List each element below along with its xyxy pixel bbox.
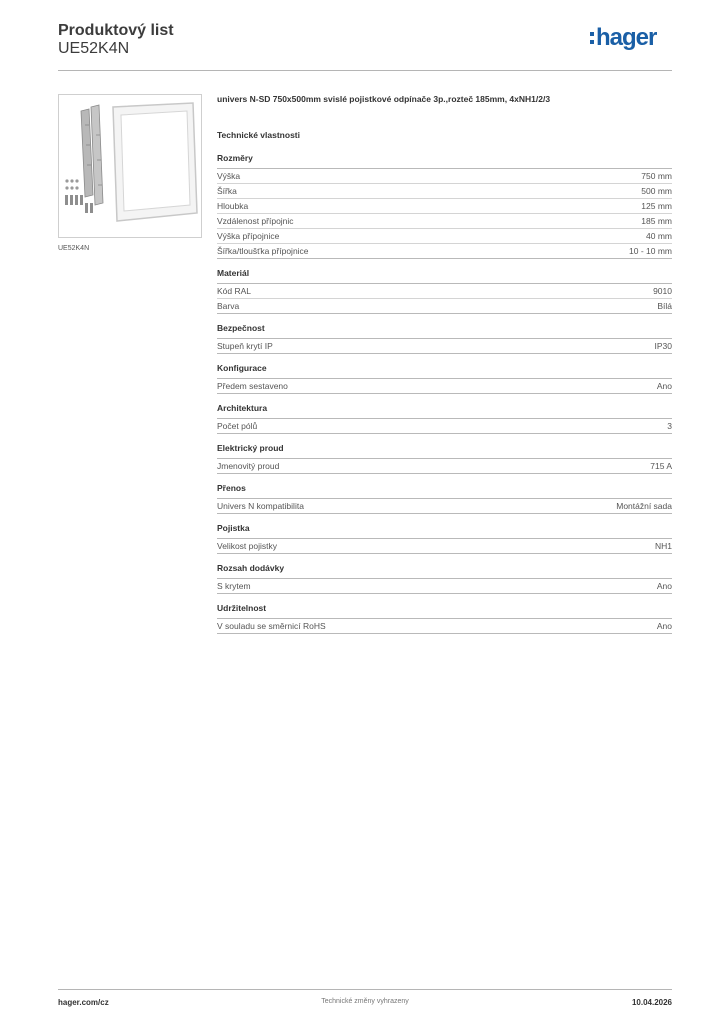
spec-row [217, 284, 672, 299]
spec-value: 715 A [650, 461, 672, 471]
spec-label: Šířka/tloušťka přípojnice [217, 246, 309, 256]
page-header [58, 20, 672, 71]
spec-label: Výška přípojnice [217, 231, 280, 241]
spec-row [217, 199, 672, 214]
spec-label: Šířka [217, 186, 237, 196]
spec-group-title: Konfigurace [217, 363, 672, 379]
spec-label: Kód RAL [217, 286, 252, 296]
spec-group-title: Rozsah dodávky [217, 563, 672, 579]
spec-value: Bílá [657, 301, 672, 311]
spec-row [217, 619, 672, 634]
spec-group-title: Rozměry [217, 153, 672, 169]
spec-label: Univers N kompatibilita [217, 501, 304, 511]
spec-row [217, 459, 672, 474]
spec-label: Předem sestaveno [217, 381, 288, 391]
spec-group-rows [217, 419, 672, 434]
spec-row [217, 229, 672, 244]
hager-logo [590, 26, 672, 52]
spec-row [217, 244, 672, 259]
spec-label: Výška [217, 171, 241, 181]
spec-value: Ano [656, 581, 672, 591]
spec-row [217, 379, 672, 394]
spec-row [217, 579, 672, 594]
footer-date: 10.04.2026 [631, 998, 672, 1007]
product-description: univers N-SD 750x500mm svislé pojistkové odpínače 3p.,rozteč 185mm, 4xNH1/2/3 [217, 94, 551, 104]
spec-group-title: Elektrický proud [217, 443, 672, 459]
spec-group-title: Architektura [217, 403, 672, 419]
spec-value: NH1 [654, 541, 672, 551]
document-title: Produktový list [58, 22, 174, 39]
footer-note: Technické změny vyhrazeny [321, 998, 409, 1005]
spec-value: 10 - 10 mm [629, 246, 672, 256]
spec-row [217, 419, 672, 434]
spec-group-title: Bezpečnost [217, 323, 672, 339]
spec-group-title: Přenos [217, 483, 672, 499]
spec-group-rows [217, 499, 672, 514]
spec-group-rows [217, 579, 672, 594]
spec-group-rows [217, 339, 672, 354]
spec-value: 40 mm [646, 231, 672, 241]
spec-value: Ano [656, 381, 672, 391]
spec-label: Stupeň krytí IP [217, 341, 273, 351]
spec-label: V souladu se směrnicí RoHS [217, 621, 326, 631]
specification-section [217, 94, 672, 634]
spec-label: Počet pólů [217, 421, 258, 431]
logo-text: hager [596, 24, 657, 51]
spec-value: 3 [667, 421, 672, 431]
spec-row [217, 169, 672, 184]
product-code: UE52K4N [58, 40, 130, 57]
spec-value: 185 mm [641, 216, 672, 226]
spec-group-rows [217, 284, 672, 314]
mounting-rails-icon [81, 105, 103, 205]
spec-value: IP30 [654, 341, 672, 351]
spec-group-rows [217, 169, 672, 259]
footer-website: hager.com/cz [58, 998, 109, 1007]
spec-label: Barva [217, 301, 240, 311]
spec-group-rows [217, 459, 672, 474]
spec-label: Hloubka [217, 201, 249, 211]
spec-row [217, 339, 672, 354]
image-caption: UE52K4N [58, 245, 90, 252]
spec-row [217, 184, 672, 199]
spec-group-title: Materiál [217, 268, 672, 284]
product-illustration [59, 95, 201, 237]
spec-group-rows [217, 619, 672, 634]
spec-heading: Technické vlastnosti [217, 130, 300, 140]
cover-frame-icon [113, 103, 197, 221]
logo-dots-icon [590, 32, 595, 48]
spec-group-title: Udržitelnost [217, 603, 672, 619]
spec-row [217, 539, 672, 554]
spec-row [217, 499, 672, 514]
spec-label: Jmenovitý proud [217, 461, 280, 471]
spec-group-rows [217, 379, 672, 394]
spec-label: S krytem [217, 581, 251, 591]
page-footer [58, 989, 672, 1012]
spec-value: 9010 [653, 286, 672, 296]
spec-value: 500 mm [641, 186, 672, 196]
spec-row [217, 214, 672, 229]
product-image [58, 94, 202, 238]
spec-value: Ano [656, 621, 672, 631]
spec-group-rows [217, 539, 672, 554]
spec-groups [217, 153, 672, 634]
spec-row [217, 299, 672, 314]
spec-label: Velikost pojistky [217, 541, 277, 551]
spec-group-title: Pojistka [217, 523, 672, 539]
spec-value: Montážní sada [616, 501, 672, 511]
spec-label: Vzdálenost přípojnic [217, 216, 294, 226]
spec-value: 125 mm [641, 201, 672, 211]
spec-value: 750 mm [641, 171, 672, 181]
